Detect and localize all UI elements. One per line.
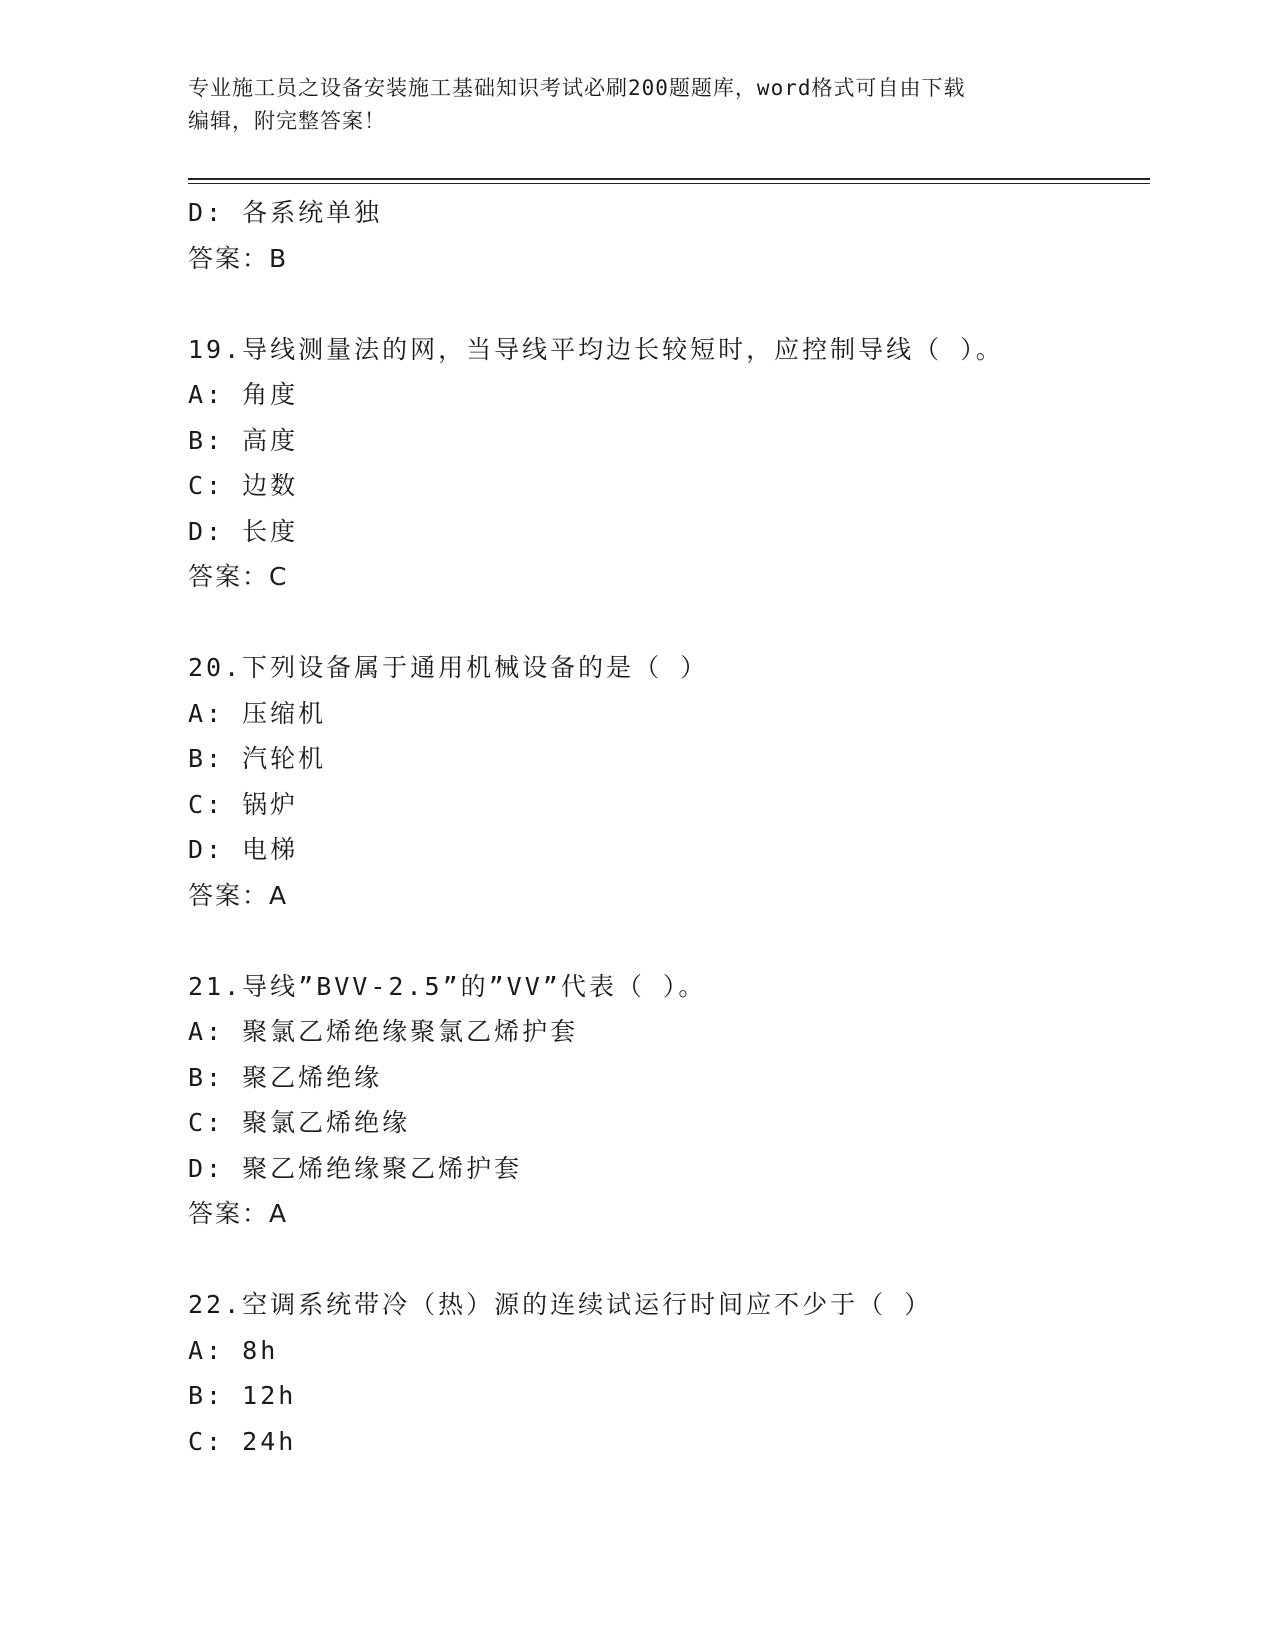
option-b: B: 汽轮机 [188,744,327,773]
question-21 [188,964,1148,1237]
answer: 答案：A [188,1199,289,1228]
option-b: B: 高度 [188,425,299,455]
option-a: A: 8h [188,1335,279,1365]
prev-answer: 答案：B [188,243,289,273]
answer: 答案：A [188,880,289,910]
option-c: C: 边数 [188,471,299,500]
question-stem: 19.导线测量法的网，当导线平均边长较短时，应控制导线（ ）。 [188,334,1004,364]
header-line-2: 编辑，附完整答案！ [188,109,386,133]
option-b: B: 聚乙烯绝缘 [188,1062,383,1092]
header-rule-thin [188,183,1150,184]
header-rule-thick [188,178,1150,180]
option-d: D: 电梯 [188,835,299,864]
question-stem: 21.导线”BVV-2.5”的”VV”代表（ ）。 [188,971,707,1001]
question-22 [188,1282,1148,1464]
option-d: D: 聚乙烯绝缘聚乙烯护套 [188,1153,523,1183]
document-header [188,72,1088,138]
prev-option-d: D: 各系统单独 [188,198,383,227]
question-20 [188,645,1148,918]
header-line-1: 专业施工员之设备安装施工基础知识考试必刷200题题库，word格式可自由下载 [188,76,966,100]
question-19 [188,327,1148,600]
option-a: A: 角度 [188,380,299,409]
question-stem: 20.下列设备属于通用机械设备的是（ ） [188,653,709,682]
answer: 答案：C [188,562,289,591]
option-d: D: 长度 [188,516,299,546]
option-a: A: 聚氯乙烯绝缘聚氯乙烯护套 [188,1017,579,1046]
option-a: A: 压缩机 [188,698,327,728]
option-c: C: 锅炉 [188,789,299,819]
question-stem: 22.空调系统带冷（热）源的连续试运行时间应不少于（ ） [188,1290,933,1319]
option-c: C: 24h [188,1426,297,1456]
question-list [188,190,1148,1464]
option-c: C: 聚氯乙烯绝缘 [188,1108,411,1137]
option-b: B: 12h [188,1381,297,1410]
